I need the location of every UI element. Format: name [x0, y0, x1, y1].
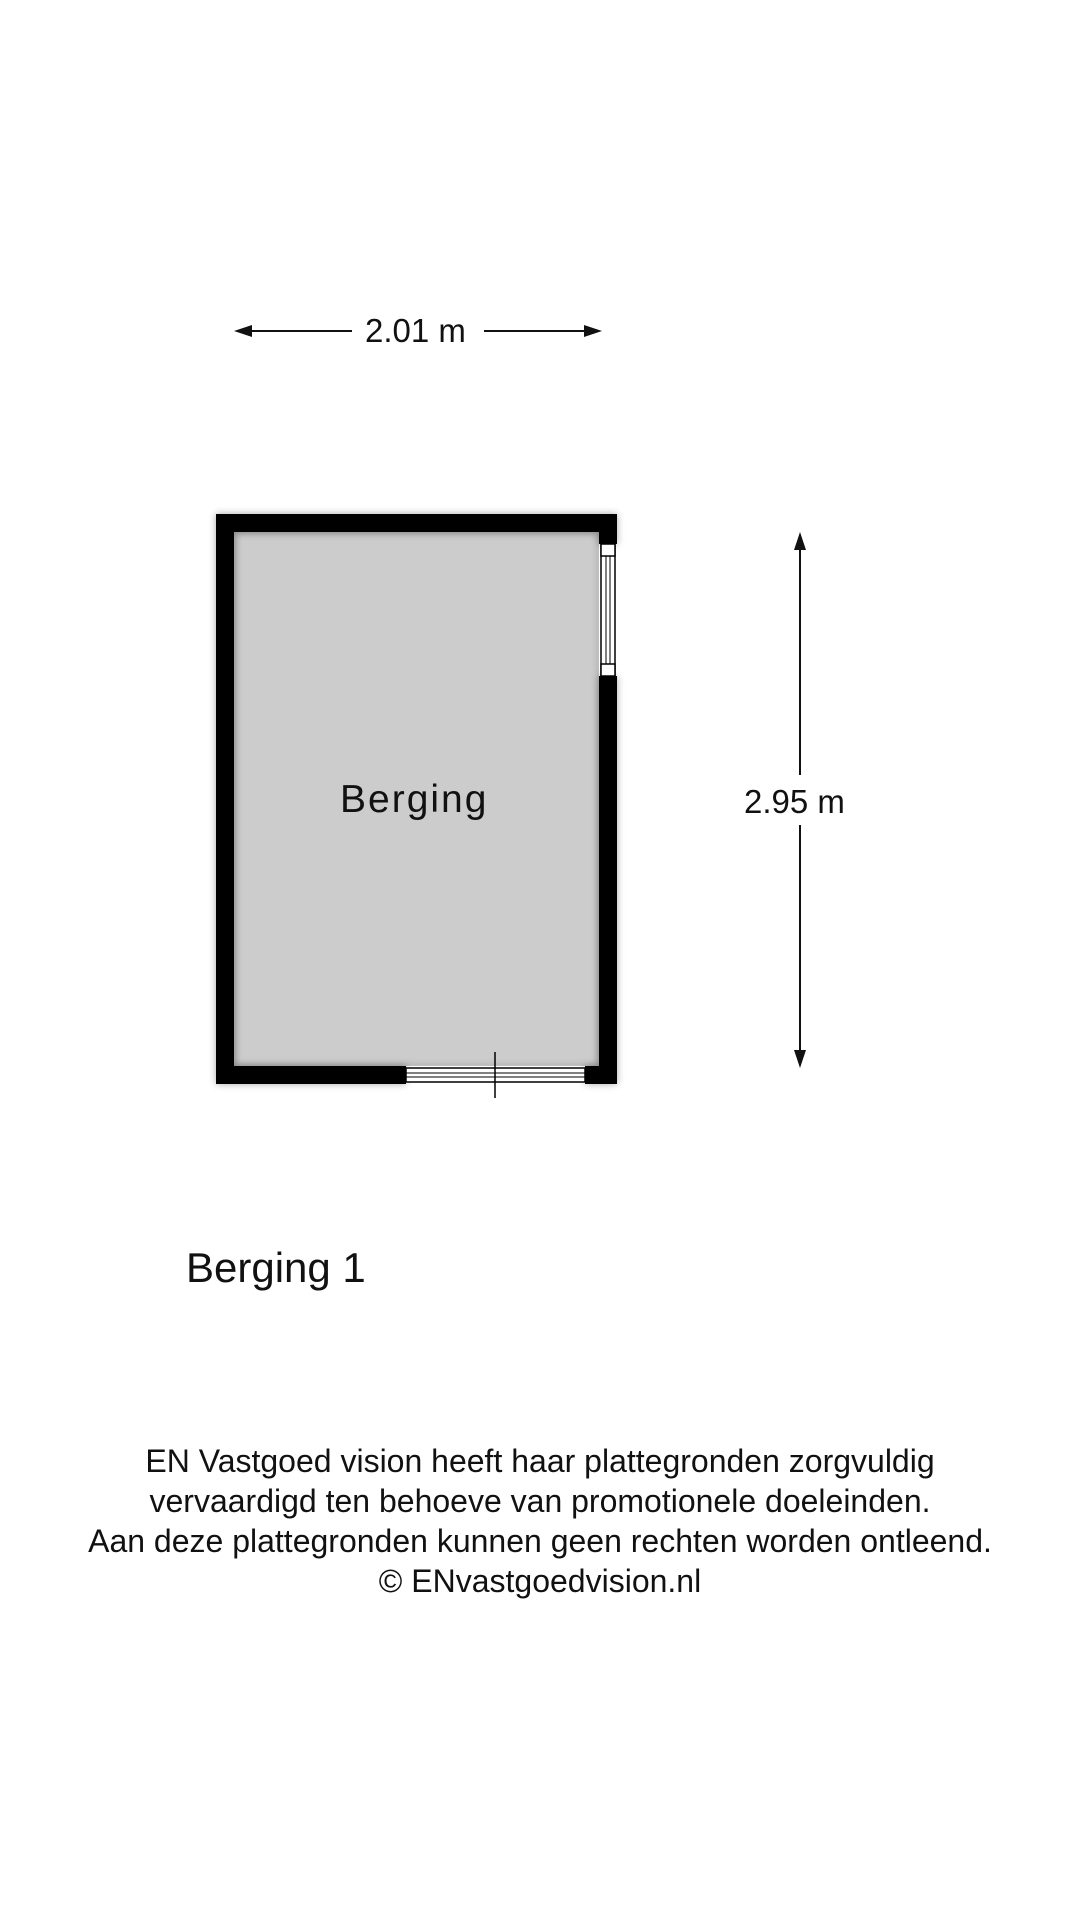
width-dimension-label: 2.01 m — [356, 311, 475, 351]
plan-title: Berging 1 — [186, 1244, 366, 1291]
height-dimension-label: 2.95 m — [740, 780, 849, 824]
disclaimer-line: vervaardigd ten behoeve van promotionele doeleinden. — [149, 1483, 931, 1519]
arrow-right-icon — [584, 325, 602, 337]
arrow-down-icon — [794, 1050, 806, 1068]
disclaimer-text — [0, 1441, 1080, 1601]
wall-top — [216, 514, 617, 532]
window-right — [601, 544, 615, 676]
arrow-left-icon — [234, 325, 252, 337]
wall-right-lower — [599, 676, 617, 1084]
disclaimer-line: EN Vastgoed vision heeft haar plattegronden zorgvuldig — [145, 1443, 935, 1479]
room-name-label: Berging — [340, 778, 489, 821]
arrow-up-icon — [794, 532, 806, 550]
wall-bottom-left — [216, 1066, 406, 1084]
copyright-line: © ENvastgoedvision.nl — [378, 1563, 702, 1599]
wall-left — [216, 514, 234, 1084]
disclaimer-line: Aan deze plattegronden kunnen geen rechten worden ontleend. — [88, 1523, 992, 1559]
wall-right-upper — [599, 514, 617, 544]
